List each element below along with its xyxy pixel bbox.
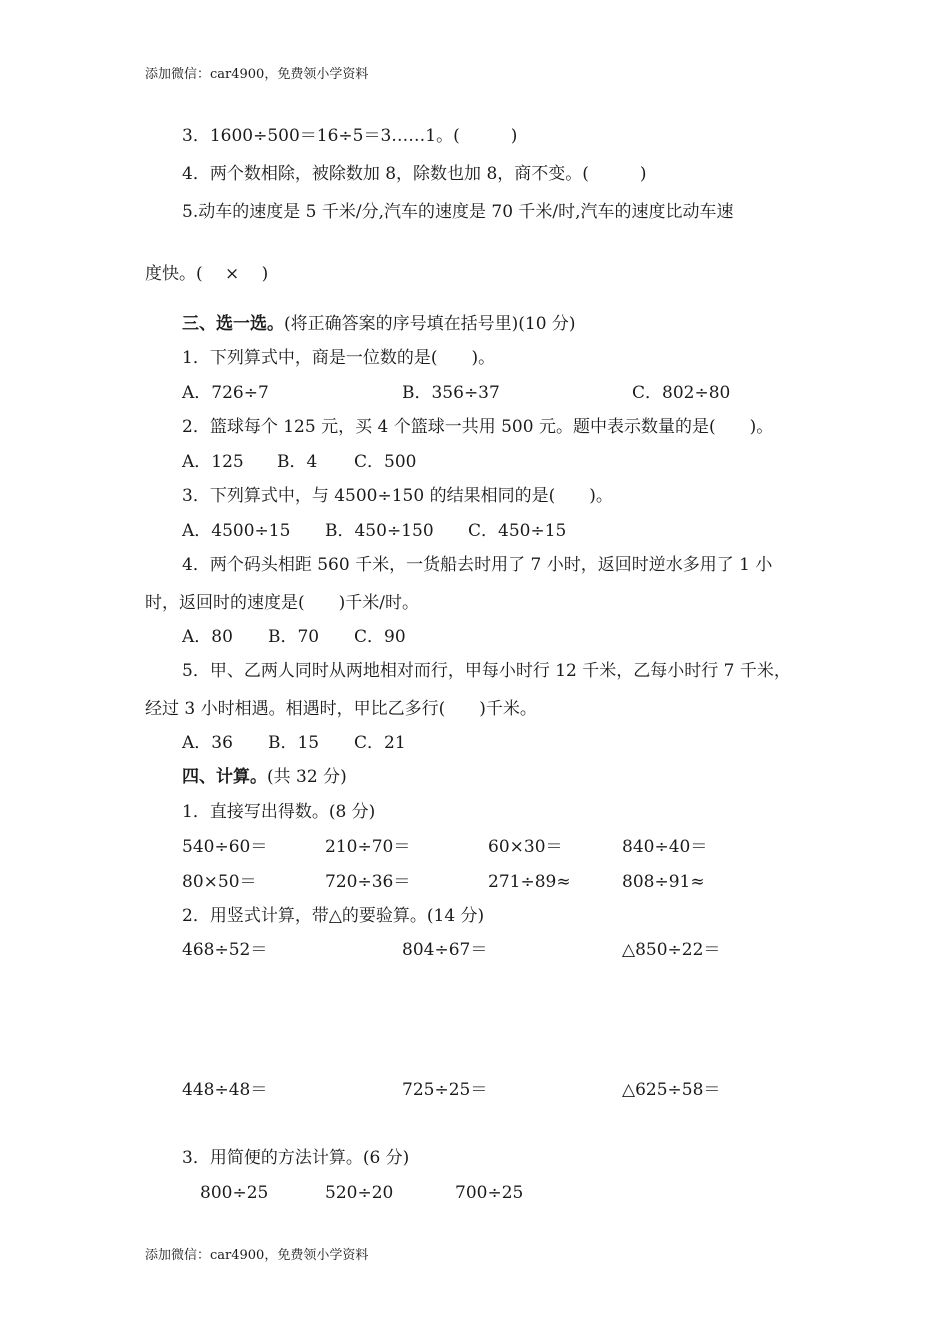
part3-q2-option-c: C．500 [354,452,417,472]
part3-question-4-line2: 时，返回时的速度是( )千米/时。 [145,593,419,613]
vertical-calc-2-1: 448÷48＝ [182,1080,268,1100]
calc-2-4: 808÷91≈ [622,872,705,892]
calc-1-1: 540÷60＝ [182,837,268,857]
part3-q1-option-a: A．726÷7 [182,383,269,403]
part3-q4-option-c: C．90 [354,627,406,647]
part3-heading [182,314,576,334]
vertical-calc-2-2: 725÷25＝ [402,1080,488,1100]
simplify-calc-2: 520÷20 [325,1183,394,1203]
part3-question-5-line2: 经过 3 小时相遇。相遇时，甲比乙多行( )千米。 [145,699,537,719]
part3-q5-option-c: C．21 [354,733,406,753]
calc-1-2: 210÷70＝ [325,837,411,857]
calc-2-1: 80×50＝ [182,872,257,892]
part2-question-3: 3．1600÷500＝16÷5＝3……1。( ) [182,126,518,146]
part4-title-note: (共 32 分) [267,767,347,787]
simplify-calc-1: 800÷25 [200,1183,269,1203]
part3-q3-option-c: C．450÷15 [468,521,567,541]
part3-q2-option-a: A．125 [182,452,244,472]
vertical-calc-1-3: △850÷22＝ [622,940,721,960]
part3-q5-option-b: B．15 [268,733,320,753]
vertical-calc-1-2: 804÷67＝ [402,940,488,960]
part3-question-3: 3．下列算式中，与 4500÷150 的结果相同的是( )。 [182,486,613,506]
part3-question-4-line1: 4．两个码头相距 560 千米，一货船去时用了 7 小时，返回时逆水多用了 1 小 [182,555,773,575]
part3-q4-option-b: B．70 [268,627,320,647]
part3-q3-option-a: A．4500÷15 [182,521,291,541]
calc-2-3: 271÷89≈ [488,872,571,892]
part3-q1-option-c: C．802÷80 [632,383,731,403]
part3-question-2: 2．篮球每个 125 元，买 4 个篮球一共用 500 元。题中表示数量的是( )。 [182,417,774,437]
part2-question-5-line1: 5.动车的速度是 5 千米/分,汽车的速度是 70 千米/时,汽车的速度比动车速 [182,202,734,222]
part3-q5-option-a: A．36 [182,733,233,753]
simplify-calc-3: 700÷25 [455,1183,524,1203]
vertical-calc-1-1: 468÷52＝ [182,940,268,960]
part2-question-4: 4．两个数相除，被除数加 8，除数也加 8，商不变。( ) [182,164,647,184]
part3-title: 三、选一选。 [182,314,284,334]
part2-question-5-line2: 度快。( × ) [145,264,269,284]
part4-section-3-title: 3．用简便的方法计算。(6 分) [182,1148,410,1168]
part3-q3-option-b: B．450÷150 [325,521,434,541]
part4-title: 四、计算。 [182,767,267,787]
part3-question-1: 1．下列算式中，商是一位数的是( )。 [182,348,496,368]
part3-q2-option-b: B．4 [277,452,318,472]
footer-watermark: 添加微信：car4900，免费领小学资料 [145,1248,369,1263]
calc-1-4: 840÷40＝ [622,837,708,857]
part3-question-5-line1: 5．甲、乙两人同时从两地相对而行，甲每小时行 12 千米，乙每小时行 7 千米， [182,661,791,681]
part4-section-2-title: 2．用竖式计算，带△的要验算。(14 分) [182,906,485,926]
part3-q4-option-a: A．80 [182,627,233,647]
calc-1-3: 60×30＝ [488,837,563,857]
vertical-calc-2-3: △625÷58＝ [622,1080,721,1100]
part3-q1-option-b: B．356÷37 [402,383,500,403]
header-watermark: 添加微信：car4900，免费领小学资料 [145,67,369,82]
part3-title-note: (将正确答案的序号填在括号里)(10 分) [284,314,576,334]
part4-heading [182,767,347,787]
part4-section-1-title: 1．直接写出得数。(8 分) [182,802,376,822]
calc-2-2: 720÷36＝ [325,872,411,892]
